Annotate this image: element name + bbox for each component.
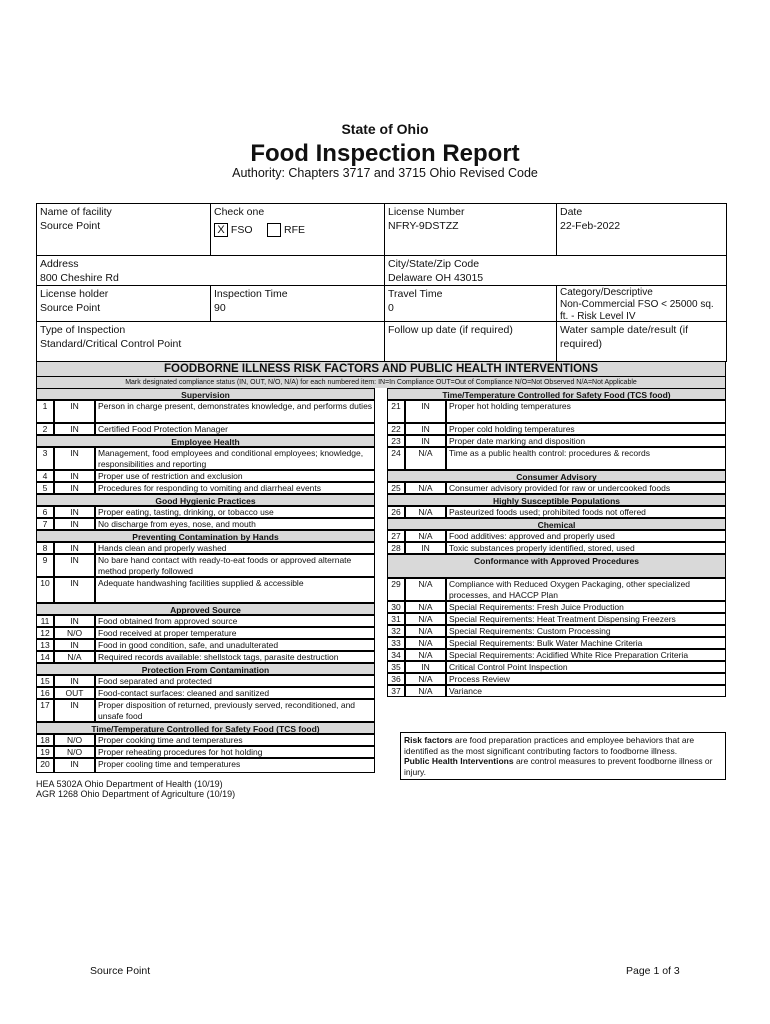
address-cell — [37, 256, 385, 286]
facility-name-cell — [37, 204, 211, 256]
risk-item-row — [36, 470, 375, 482]
risk-factors-title: FOODBORNE ILLNESS RISK FACTORS AND PUBLIC HEALTH INTERVENTIONS — [36, 361, 726, 377]
item-description: Variance — [446, 685, 726, 697]
item-number: 15 — [36, 675, 54, 687]
inspection-time: 90 — [214, 302, 226, 314]
risk-item-row — [387, 637, 726, 649]
category: Non-Commercial FSO < 25000 sq. ft. - Risk Level IV — [560, 299, 714, 322]
risk-item-row — [36, 651, 375, 663]
section-header: Protection From Contamination — [36, 663, 375, 675]
item-description: Special Requirements: Heat Treatment Dispensing Freezers — [446, 613, 726, 625]
risk-item-row — [387, 625, 726, 637]
category-cell — [557, 286, 727, 322]
risk-item-row — [36, 627, 375, 639]
compliance-status[interactable]: IN — [54, 577, 95, 603]
compliance-status[interactable]: IN — [405, 435, 446, 447]
page-number: Page 1 of 3 — [626, 965, 680, 977]
inspection-date: 22-Feb-2022 — [560, 220, 621, 232]
item-description: Time as a public health control: procedures & records — [446, 447, 726, 470]
item-description: Special Requirements: Bulk Water Machine Criteria — [446, 637, 726, 649]
compliance-status[interactable]: N/A — [405, 649, 446, 661]
item-description: Required records available: shellstock tags, parasite destruction — [95, 651, 375, 663]
item-description: Food separated and protected — [95, 675, 375, 687]
item-description: Proper use of restriction and exclusion — [95, 470, 375, 482]
item-description: Process Review — [446, 673, 726, 685]
risk-factors-term: Risk factors — [404, 735, 453, 745]
compliance-status[interactable]: IN — [405, 423, 446, 435]
risk-item-row — [36, 758, 375, 773]
item-number: 36 — [387, 673, 405, 685]
item-number: 16 — [36, 687, 54, 699]
item-number: 22 — [387, 423, 405, 435]
item-number: 32 — [387, 625, 405, 637]
risk-definitions-note — [400, 732, 726, 780]
risk-item-row — [36, 687, 375, 699]
item-number: 4 — [36, 470, 54, 482]
inspection-type-label: Type of Inspection — [40, 324, 126, 336]
item-number: 13 — [36, 639, 54, 651]
compliance-status[interactable]: IN — [54, 542, 95, 554]
item-number: 8 — [36, 542, 54, 554]
section-header: Conformance with Approved Procedures — [387, 554, 726, 578]
item-description: No discharge from eyes, nose, and mouth — [95, 518, 375, 530]
license-number-cell — [385, 204, 557, 256]
section-header: Highly Susceptible Populations — [387, 494, 726, 506]
item-description: Food in good condition, safe, and unadulterated — [95, 639, 375, 651]
item-description: Proper date marking and disposition — [446, 435, 726, 447]
item-number: 14 — [36, 651, 54, 663]
item-number: 1 — [36, 400, 54, 423]
compliance-status[interactable]: N/A — [405, 685, 446, 697]
item-description: Proper hot holding temperatures — [446, 400, 726, 423]
check-one-cell — [211, 204, 385, 256]
risk-item-row — [387, 685, 726, 697]
item-description: Pasteurized foods used; prohibited foods not offered — [446, 506, 726, 518]
risk-factors-definition: are food preparation practices and employee behaviors that are identified as the most significant contributing factors to foodborne illness. — [404, 735, 695, 756]
inspection-type-cell — [37, 322, 385, 362]
risk-item-row — [387, 542, 726, 554]
item-description: Food received at proper temperature — [95, 627, 375, 639]
compliance-status[interactable]: N/A — [405, 637, 446, 649]
item-number: 9 — [36, 554, 54, 577]
compliance-status[interactable]: N/O — [54, 746, 95, 758]
item-number: 18 — [36, 734, 54, 746]
compliance-status[interactable]: N/A — [405, 625, 446, 637]
address-label: Address — [40, 258, 79, 270]
compliance-status[interactable]: IN — [54, 423, 95, 435]
compliance-status[interactable]: IN — [54, 615, 95, 627]
item-description: Special Requirements: Custom Processing — [446, 625, 726, 637]
check-one-label: Check one — [214, 206, 265, 218]
rfe-label: RFE — [284, 224, 306, 236]
risk-item-row — [387, 423, 726, 435]
item-description: Food obtained from approved source — [95, 615, 375, 627]
compliance-status[interactable]: N/A — [405, 673, 446, 685]
item-number: 20 — [36, 758, 54, 773]
travel-time: 0 — [388, 302, 394, 314]
risk-item-row — [36, 577, 375, 603]
category-label: Category/Descriptive — [560, 287, 653, 298]
risk-item-row — [387, 400, 726, 423]
item-number: 29 — [387, 578, 405, 601]
inspection-time-cell — [211, 286, 385, 322]
item-number: 30 — [387, 601, 405, 613]
facility-info-grid — [36, 203, 727, 362]
item-description: Toxic substances properly identified, stored, used — [446, 542, 726, 554]
item-description: Proper cooling time and temperatures — [95, 758, 375, 773]
fso-label: FSO — [230, 224, 253, 236]
item-description: Proper cold holding temperatures — [446, 423, 726, 435]
item-number: 6 — [36, 506, 54, 518]
item-number: 26 — [387, 506, 405, 518]
license-number: NFRY-9DSTZZ — [388, 220, 459, 232]
compliance-status[interactable]: N/A — [405, 601, 446, 613]
compliance-status[interactable]: IN — [54, 554, 95, 577]
form-number-odh: HEA 5302A Ohio Department of Health (10/19) — [36, 779, 223, 789]
item-number: 2 — [36, 423, 54, 435]
item-description: Adequate handwashing facilities supplied & accessible — [95, 577, 375, 603]
risk-item-row — [387, 447, 726, 470]
travel-time-cell — [385, 286, 557, 322]
item-number: 34 — [387, 649, 405, 661]
risk-item-row — [36, 542, 375, 554]
item-description: Proper cooking time and temperatures — [95, 734, 375, 746]
section-header: Good Hygienic Practices — [36, 494, 375, 506]
item-number: 5 — [36, 482, 54, 494]
item-number: 27 — [387, 530, 405, 542]
license-holder: Source Point — [40, 302, 101, 314]
license-holder-label: License holder — [40, 288, 109, 300]
public-health-term: Public Health Interventions — [404, 756, 514, 766]
compliance-status[interactable]: N/O — [54, 627, 95, 639]
risk-item-row — [36, 400, 375, 423]
item-number: 24 — [387, 447, 405, 470]
item-description: Procedures for responding to vomiting and diarrheal events — [95, 482, 375, 494]
risk-item-row — [36, 734, 375, 746]
followup-cell — [385, 322, 557, 362]
state-heading: State of Ohio — [341, 121, 429, 137]
section-header: Time/Temperature Controlled for Safety Food (TCS food) — [36, 722, 375, 734]
risk-item-row — [387, 578, 726, 601]
risk-item-row — [387, 649, 726, 661]
compliance-status[interactable]: IN — [54, 675, 95, 687]
compliance-status[interactable]: N/A — [405, 447, 446, 470]
compliance-status[interactable]: IN — [54, 699, 95, 722]
risk-item-row — [36, 746, 375, 758]
public-health-definition: are control measures to prevent foodborne illness or injury. — [404, 756, 713, 777]
water-sample-label: Water sample date/result (if required) — [560, 324, 688, 350]
compliance-status[interactable]: IN — [54, 639, 95, 651]
compliance-status[interactable]: IN — [54, 447, 95, 470]
inspection-type: Standard/Critical Control Point — [40, 338, 182, 350]
item-description: Food-contact surfaces: cleaned and sanitized — [95, 687, 375, 699]
compliance-status[interactable]: IN — [54, 400, 95, 423]
item-number: 19 — [36, 746, 54, 758]
item-number: 21 — [387, 400, 405, 423]
compliance-status[interactable]: N/A — [405, 578, 446, 601]
compliance-status[interactable]: IN — [405, 542, 446, 554]
item-number: 17 — [36, 699, 54, 722]
city-cell — [385, 256, 727, 286]
facility-name-label: Name of facility — [40, 206, 112, 218]
item-description: Management, food employees and conditional employees; knowledge, responsibilities and reporting — [95, 447, 375, 470]
facility-name: Source Point — [40, 220, 101, 232]
license-holder-cell — [37, 286, 211, 322]
date-label: Date — [560, 206, 583, 218]
compliance-status[interactable]: IN — [405, 400, 446, 423]
risk-item-row — [36, 518, 375, 530]
item-number: 12 — [36, 627, 54, 639]
item-number: 3 — [36, 447, 54, 470]
risk-item-row — [36, 639, 375, 651]
risk-item-row — [36, 699, 375, 722]
address: 800 Cheshire Rd — [40, 272, 119, 284]
section-header: Consumer Advisory — [387, 470, 726, 482]
item-description: Critical Control Point Inspection — [446, 661, 726, 673]
license-number-label: License Number — [388, 206, 465, 218]
item-number: 7 — [36, 518, 54, 530]
followup-label: Follow up date (if required) — [388, 324, 513, 336]
travel-time-label: Travel Time — [388, 288, 443, 300]
compliance-status[interactable]: IN — [54, 758, 95, 773]
item-number: 31 — [387, 613, 405, 625]
fso-checkbox[interactable]: X — [214, 223, 228, 237]
risk-item-row — [36, 675, 375, 687]
item-description: Special Requirements: Acidified White Rice Preparation Criteria — [446, 649, 726, 661]
item-number: 11 — [36, 615, 54, 627]
item-description: Certified Food Protection Manager — [95, 423, 375, 435]
compliance-status[interactable]: IN — [54, 518, 95, 530]
risk-item-row — [36, 447, 375, 470]
item-number: 33 — [387, 637, 405, 649]
item-number: 10 — [36, 577, 54, 603]
section-header: Supervision — [36, 388, 375, 400]
risk-item-row — [387, 673, 726, 685]
date-cell — [557, 204, 727, 256]
risk-item-row — [387, 661, 726, 673]
item-number: 37 — [387, 685, 405, 697]
compliance-status[interactable]: IN — [54, 470, 95, 482]
risk-item-row — [387, 530, 726, 542]
authority-line: Authority: Chapters 3717 and 3715 Ohio Revised Code — [232, 166, 538, 180]
risk-item-row — [36, 554, 375, 577]
compliance-status[interactable]: N/O — [54, 734, 95, 746]
risk-item-row — [36, 423, 375, 435]
item-description: Proper reheating procedures for hot holding — [95, 746, 375, 758]
item-number: 35 — [387, 661, 405, 673]
rfe-checkbox[interactable] — [267, 223, 281, 237]
item-description: Proper disposition of returned, previously served, reconditioned, and unsafe food — [95, 699, 375, 722]
item-number: 23 — [387, 435, 405, 447]
compliance-legend: Mark designated compliance status (IN, OUT, N/O, N/A) for each numbered item: IN=In Compliance OUT=Out of Compliance N/O=Not Observed N/A=Not Applicable — [36, 377, 726, 388]
item-description: Consumer advisory provided for raw or undercooked foods — [446, 482, 726, 494]
compliance-status[interactable]: N/A — [54, 651, 95, 663]
compliance-status[interactable]: N/A — [405, 530, 446, 542]
item-description: No bare hand contact with ready-to-eat foods or approved alternate method properly followed — [95, 554, 375, 577]
city: Delaware OH 43015 — [388, 272, 484, 284]
compliance-status[interactable]: IN — [54, 506, 95, 518]
section-header: Time/Temperature Controlled for Safety Food (TCS food) — [387, 388, 726, 400]
risk-item-row — [387, 506, 726, 518]
item-number: 25 — [387, 482, 405, 494]
item-description: Special Requirements: Fresh Juice Production — [446, 601, 726, 613]
section-header: Preventing Contamination by Hands — [36, 530, 375, 542]
compliance-status[interactable]: OUT — [54, 687, 95, 699]
form-number-oda: AGR 1268 Ohio Department of Agriculture (10/19) — [36, 789, 236, 799]
item-description: Proper eating, tasting, drinking, or tobacco use — [95, 506, 375, 518]
water-sample-cell — [557, 322, 727, 362]
risk-item-row — [387, 482, 726, 494]
section-header: Employee Health — [36, 435, 375, 447]
compliance-status[interactable]: N/A — [405, 506, 446, 518]
inspection-time-label: Inspection Time — [214, 288, 288, 300]
risk-item-row — [387, 435, 726, 447]
item-number: 28 — [387, 542, 405, 554]
section-header: Chemical — [387, 518, 726, 530]
section-header: Approved Source — [36, 603, 375, 615]
compliance-status[interactable]: IN — [54, 482, 95, 494]
compliance-status[interactable]: N/A — [405, 482, 446, 494]
compliance-status[interactable]: IN — [405, 661, 446, 673]
footer-facility-name: Source Point — [90, 965, 151, 977]
risk-item-row — [36, 615, 375, 627]
item-description: Food additives: approved and properly used — [446, 530, 726, 542]
item-description: Compliance with Reduced Oxygen Packaging, other specialized processes, and HACCP Plan — [446, 578, 726, 601]
city-label: City/State/Zip Code — [388, 258, 480, 270]
risk-item-row — [387, 601, 726, 613]
item-description: Person in charge present, demonstrates knowledge, and performs duties — [95, 400, 375, 423]
report-title: Food Inspection Report — [250, 140, 520, 167]
risk-item-row — [387, 613, 726, 625]
risk-item-row — [36, 506, 375, 518]
compliance-status[interactable]: N/A — [405, 613, 446, 625]
risk-item-row — [36, 482, 375, 494]
item-description: Hands clean and properly washed — [95, 542, 375, 554]
